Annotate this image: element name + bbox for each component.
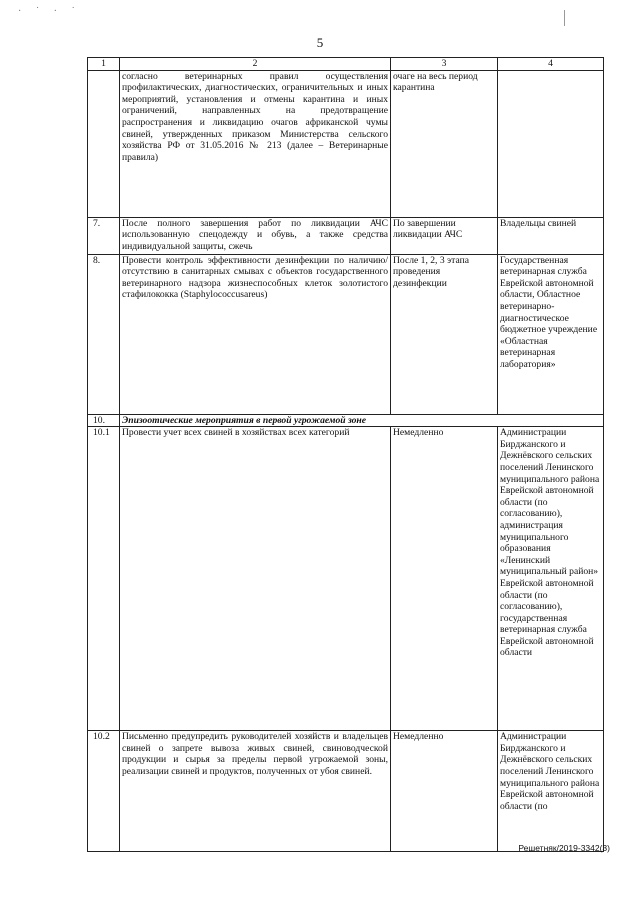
scan-specks: · ˙ · ˙ (18, 6, 81, 17)
row-action: Письменно предупредить руководителей хозяйств и владельцев свиней о запрете вывоза живых свиней, свиноводческой продукции и сырья за пределы первой угрожаемой зоны, реализации свиней и продуктов, полученных от убоя свиней. (120, 731, 391, 852)
row-term: По завершении ликвидации АЧС (391, 217, 498, 254)
row-responsible: Государственная ветеринарная служба Еврейской автономной области, Областное ветеринарно-диагностическое бюджетное учреждение «Областная ветеринарная лаборатория» (498, 254, 604, 414)
row-action: согласно ветеринарных правил осуществления профилактических, диагностических, ограничительных и иных мероприятий, установления и отмены карантина и иных ограничений, направленных на предотвращение распространения и ликвидацию очагов африканской чумы свиней, утвержденных приказом Министерства сельского хозяйства РФ от 31.05.2016 № 213 (далее – Ветеринарные правила) (120, 70, 391, 217)
row-term: После 1, 2, 3 этапа проведения дезинфекции (391, 254, 498, 414)
section-row (88, 414, 604, 427)
row-term: Немедленно (391, 427, 498, 731)
table-row (88, 254, 604, 414)
row-term: Немедленно (391, 731, 498, 852)
table-row (88, 731, 604, 852)
measures-table (87, 57, 604, 852)
table-row (88, 427, 604, 731)
header-col-2: 2 (120, 58, 391, 71)
section-title: Эпизоотические мероприятия в первой угрожаемой зоне (120, 414, 604, 427)
row-action: Провести учет всех свиней в хозяйствах всех категорий (120, 427, 391, 731)
margin-mark (564, 10, 565, 26)
row-responsible: Администрации Бирджанского и Дежнёвского сельских поселений Ленинского муниципального района Еврейской автономной области (по (498, 731, 604, 852)
table-row (88, 70, 604, 217)
row-number (88, 70, 120, 217)
row-number: 10.2 (88, 731, 120, 852)
page-number: 5 (316, 35, 324, 50)
row-number: 7. (88, 217, 120, 254)
row-number: 8. (88, 254, 120, 414)
header-col-3: 3 (391, 58, 498, 71)
header-col-1: 1 (88, 58, 120, 71)
header-row (88, 58, 604, 71)
document-stamp: Решетняк/2019-3342(3) (518, 843, 610, 853)
section-number: 10. (88, 414, 120, 427)
row-responsible: Владельцы свиней (498, 217, 604, 254)
row-term: очаге на весь период карантина (391, 70, 498, 217)
row-number: 10.1 (88, 427, 120, 731)
header-col-4: 4 (498, 58, 604, 71)
row-responsible: Администрации Бирджанского и Дежнёвского сельских поселений Ленинского муниципального района Еврейской автономной области (по согласованию), администрация муниципального образования «Ленинский муниципальный район» Еврейской автономной области (по согласованию), государственная ветеринарная служба Еврейской автономной области (498, 427, 604, 731)
row-action: После полного завершения работ по ликвидации АЧС использованную спецодежду и обувь, а также средства индивидуальной защиты, сжечь (120, 217, 391, 254)
row-responsible (498, 70, 604, 217)
row-action: Провести контроль эффективности дезинфекции по наличию/отсутствию в санитарных смывах с объектов государственного ветеринарного надзора жизнеспособных клеток золотистого стафилококка (Staphylococcusareus) (120, 254, 391, 414)
table-row (88, 217, 604, 254)
